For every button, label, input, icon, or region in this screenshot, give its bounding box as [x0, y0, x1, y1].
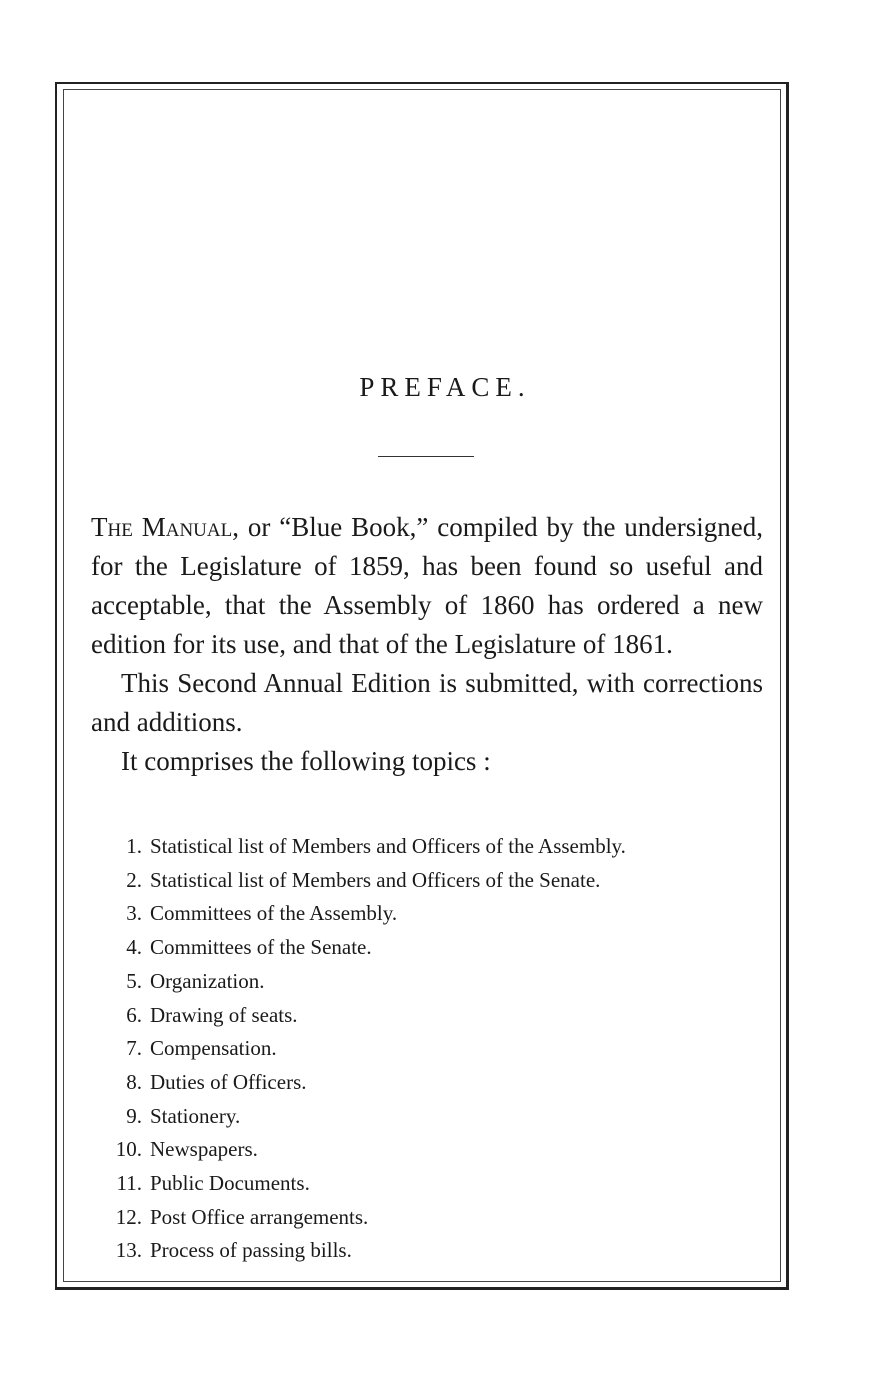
- topic-number: 8.: [126, 1069, 142, 1094]
- topic-text: Stationery.: [150, 1103, 241, 1128]
- page-title: PREFACE.: [359, 372, 531, 402]
- topic-text: Committees of the Senate.: [150, 935, 372, 960]
- topic-item: [100, 897, 770, 931]
- topic-text: Process of passing bills.: [150, 1238, 352, 1263]
- paragraph-3: It comprises the following topics :: [121, 746, 491, 776]
- topic-item: [100, 1066, 770, 1100]
- topic-number: 2.: [126, 867, 142, 892]
- topic-item: [100, 1167, 770, 1201]
- topic-item: [100, 830, 770, 864]
- topic-text: Post Office arrangements.: [150, 1204, 369, 1229]
- topic-text: Organization.: [150, 968, 265, 993]
- topic-text: Compensation.: [150, 1036, 277, 1061]
- topic-number: 4.: [126, 935, 142, 960]
- topic-number: 11.: [116, 1171, 142, 1196]
- topic-number: 9.: [126, 1103, 142, 1128]
- topic-text: Drawing of seats.: [150, 1002, 298, 1027]
- lead-word-the: The: [91, 512, 133, 542]
- topic-number: 7.: [126, 1036, 142, 1061]
- topic-item: [100, 1201, 770, 1235]
- paragraph-1-text: or “Blue Book,” compiled by the undersigned, for the Legislature of 1859, has been found so useful and acceptable, that the Assembly of 1860 has ordered a new edition for its use, and that of the Legislature of 1861.: [91, 512, 764, 659]
- topic-text: Newspapers.: [150, 1137, 258, 1162]
- preface-body: [91, 508, 763, 781]
- paragraph-2: This Second Annual Edition is submitted, with corrections and additions.: [91, 668, 763, 737]
- topic-item: [100, 999, 770, 1033]
- topic-text: Public Documents.: [150, 1171, 310, 1196]
- paragraph-1: [91, 508, 763, 664]
- topic-item: [100, 1100, 770, 1134]
- topic-number: 13.: [115, 1238, 142, 1263]
- lead-word-manual: Manual,: [141, 512, 239, 542]
- topic-number: 1.: [126, 834, 142, 858]
- topic-item: [100, 1032, 770, 1066]
- topic-text: Duties of Officers.: [150, 1069, 307, 1094]
- title-rule: [378, 456, 474, 457]
- topics-list: [100, 830, 770, 1268]
- topic-number: 3.: [126, 901, 142, 926]
- topic-item: [100, 1133, 770, 1167]
- topic-item: [100, 864, 770, 898]
- topic-item: [100, 1234, 770, 1268]
- topic-item: [100, 931, 770, 965]
- topic-text: Statistical list of Members and Officers of the Assembly.: [150, 834, 626, 858]
- topic-text: Statistical list of Members and Officers of the Senate.: [150, 867, 601, 892]
- topic-number: 6.: [126, 1002, 142, 1027]
- topic-item: [100, 965, 770, 999]
- topic-number: 12.: [115, 1204, 142, 1229]
- topic-text: Committees of the Assembly.: [150, 901, 398, 926]
- topic-number: 5.: [126, 968, 142, 993]
- topic-number: 10.: [115, 1137, 142, 1162]
